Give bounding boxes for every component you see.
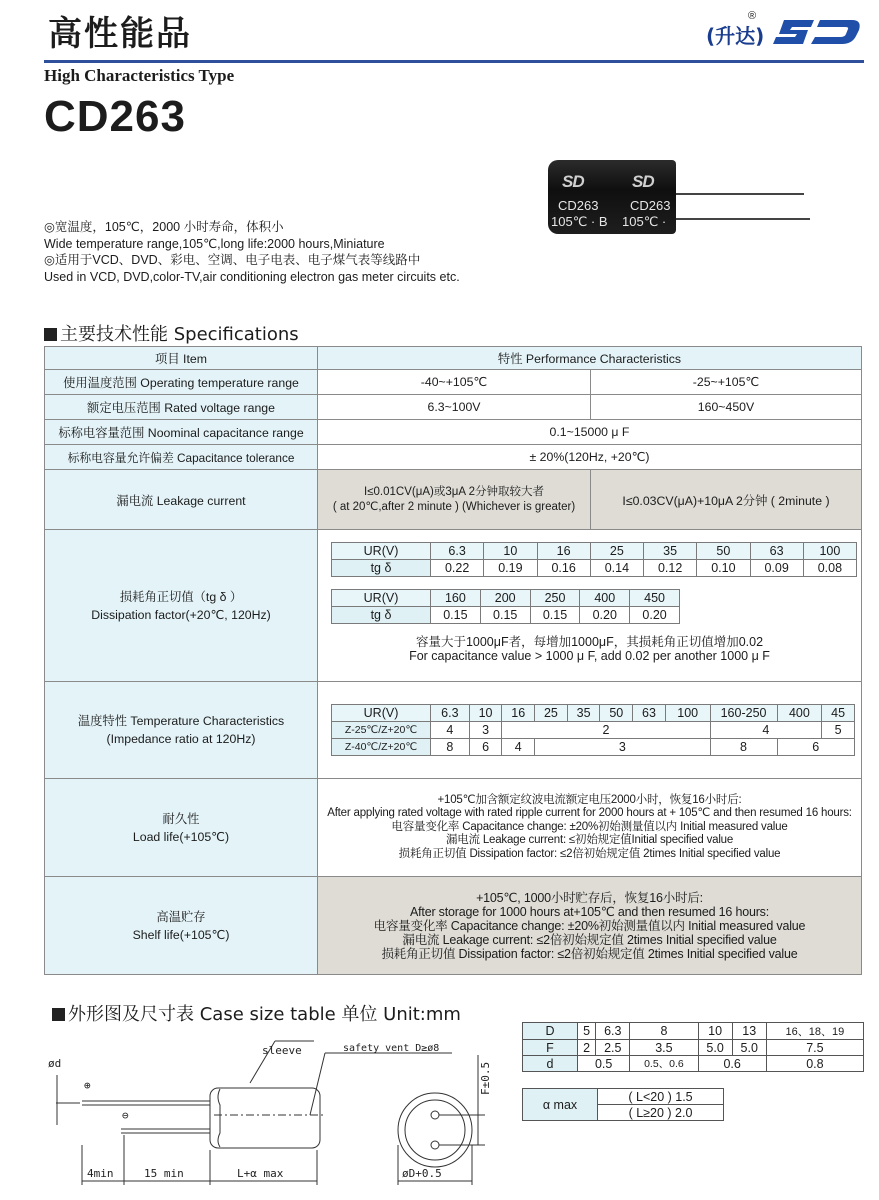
dissipation-values — [318, 530, 862, 682]
spec-row-op-temp — [45, 370, 862, 395]
tg-value-cell: 0.15 — [530, 607, 580, 624]
voltage-cell: 25 — [535, 705, 568, 722]
tg-value-cell: 0.20 — [580, 607, 630, 624]
capacitor-groove — [218, 1089, 220, 1147]
voltage-cell: 16 — [502, 705, 535, 722]
sleeve-rating: 105℃ · — [622, 214, 667, 229]
spec-row-temperature — [45, 682, 862, 779]
tg-value-cell: 0.14 — [590, 560, 643, 577]
condition-line: After applying rated voltage with rated ripple current for 2000 hours at + 105℃ and then resumed 16 hours: — [327, 807, 852, 820]
sleeve-model: CD263 — [630, 198, 671, 213]
shelf-life-conditions — [318, 877, 862, 975]
dim-diameter-label: øD+0.5 — [402, 1167, 442, 1180]
z40-value-cell: 4 — [502, 739, 535, 756]
alpha-table — [522, 1088, 724, 1121]
cap-range-value: 0.1~15000 μ F — [318, 420, 862, 445]
tg-value-cell: 0.15 — [431, 607, 481, 624]
condition-line: 漏电流 Leakage current: ≤2倍初始规定值 2times Initial specified value — [402, 932, 777, 947]
alpha-row: ( L<20 ) 1.5 — [598, 1089, 724, 1105]
minus-terminal-icon: ⊖ — [122, 1109, 129, 1122]
tg-value-cell: 0.15 — [480, 607, 530, 624]
dissipation-label-cn: 损耗角正切值（tg δ ） — [119, 589, 243, 604]
lead-wire — [676, 218, 810, 220]
registered-mark: ® — [748, 10, 757, 22]
condition-line: 电容量变化率 Capacitance change: ±20%初始测量值以内 Initial measured value — [373, 918, 806, 933]
condition-line: 损耗角正切值 Dissipation factor: ≤2倍初始规定值 2times Initial specified value — [381, 946, 798, 961]
voltage-cell: 160-250 — [710, 705, 777, 722]
z40-value-cell: 6 — [469, 739, 502, 756]
feature-list — [44, 219, 460, 285]
lead-diameter-label: ød — [48, 1057, 62, 1070]
sleeve-label: sleeve — [262, 1044, 302, 1057]
case-d-cell: 8 — [630, 1023, 698, 1040]
alpha-row: ( L≥20 ) 2.0 — [598, 1105, 724, 1121]
voltage-cell: 16 — [537, 543, 590, 560]
capacitor-photo — [548, 160, 676, 234]
sleeve-rating: 105℃ · B — [551, 214, 608, 229]
cap-tol-label: 标称电容量允许偏差 Capacitance tolerance — [45, 445, 318, 470]
dim-4min-label: 4min — [87, 1167, 114, 1180]
dissipation-label — [45, 530, 318, 682]
spec-row-voltage — [45, 395, 862, 420]
z40-label: Z-40℃/Z+20℃ — [332, 739, 431, 756]
shelf-life-label-en: Shelf life(+105℃) — [132, 927, 230, 942]
header-item: 项目 Item — [45, 347, 318, 370]
leakage-high: I≤0.03CV(μA)+10μA 2分钟 ( 2minute ) — [591, 470, 862, 530]
dissipation-note-cn: 容量大于1000μF者，每增加1000μF，其损耗角正切值增加0.02 — [415, 635, 764, 649]
z25-value-cell: 4 — [710, 722, 822, 739]
spec-row-cap-range — [45, 420, 862, 445]
model-number: CD263 — [44, 92, 186, 141]
tg-label: tg δ — [332, 607, 431, 624]
case-d-cell: 16、18、19 — [766, 1023, 863, 1040]
case-size-table — [522, 1022, 864, 1072]
shelf-life-label-cn: 高温贮存 — [156, 909, 206, 924]
load-life-conditions — [318, 779, 862, 877]
case-lead-cell: 0.5 — [578, 1056, 630, 1072]
voltage-cell: 35 — [567, 705, 600, 722]
voltage-cell: 200 — [480, 590, 530, 607]
voltage-cell: 63 — [750, 543, 803, 560]
voltage-cell: 50 — [600, 705, 633, 722]
dimension-drawing — [40, 1035, 500, 1195]
specifications-heading: 主要技术性能 Specifications — [44, 320, 299, 346]
end-view-outer — [398, 1093, 472, 1167]
temperature-label — [45, 682, 318, 779]
op-temp-low: -40~+105℃ — [318, 370, 591, 395]
condition-line: 漏电流 Leakage current: ≤初始规定值Initial specified value — [445, 834, 734, 847]
op-temp-high: -25~+105℃ — [591, 370, 862, 395]
d-lower-label: d — [523, 1056, 578, 1072]
case-lead-cell: 0.6 — [698, 1056, 766, 1072]
capacitor-body-outline — [210, 1088, 320, 1148]
condition-line: After storage for 1000 hours at+105℃ and then resumed 16 hours: — [410, 904, 769, 919]
f-label: F — [523, 1040, 578, 1056]
ur-label: UR(V) — [332, 590, 431, 607]
feature-line: Used in VCD, DVD,color-TV,air conditioning electron gas meter circuits etc. — [44, 269, 460, 284]
spec-row-dissipation — [45, 530, 862, 682]
feature-line: ◎适用于VCD、DVD、彩电、空调、电子电表、电子煤气表等线路中 — [44, 253, 421, 267]
sleeve-logo: SD — [562, 172, 584, 191]
case-f-cell: 2 — [578, 1040, 596, 1056]
voltage-cell: 100 — [803, 543, 856, 560]
z40-value-cell: 8 — [431, 739, 470, 756]
case-d-cell: 13 — [732, 1023, 766, 1040]
brand-logo-cn: (升达) — [706, 24, 765, 48]
voltage-cell: 250 — [530, 590, 580, 607]
spec-row-load-life — [45, 779, 862, 877]
leakage-low-line: ( at 20℃,after 2 minute ) (Whichever is greater) — [332, 500, 576, 513]
temperature-values — [318, 682, 862, 779]
tg-value-cell: 0.09 — [750, 560, 803, 577]
tg-value-cell: 0.20 — [630, 607, 680, 624]
leakage-low-line: I≤0.01CV(μA)或3μA 2分钟取较大者 — [364, 485, 544, 498]
voltage-high: 160~450V — [591, 395, 862, 420]
leakage-low — [318, 470, 591, 530]
page-subtitle: High Characteristics Type — [44, 66, 235, 85]
voltage-cell: 45 — [822, 705, 855, 722]
load-life-label-en: Load life(+105℃) — [132, 829, 230, 844]
voltage-low: 6.3~100V — [318, 395, 591, 420]
voltage-cell: 160 — [431, 590, 481, 607]
op-temp-label: 使用温度范围 Operating temperature range — [45, 370, 318, 395]
z25-label: Z-25℃/Z+20℃ — [332, 722, 431, 739]
condition-line: +105℃, 1000小时贮存后，恢复16小时后: — [476, 890, 703, 905]
ur-label: UR(V) — [332, 543, 431, 560]
dim-length-label: L+α max — [237, 1167, 284, 1180]
bullet-square-icon — [52, 1008, 65, 1021]
voltage-cell: 63 — [633, 705, 666, 722]
condition-line: 损耗角正切值 Dissipation factor: ≤2倍初始规定值 2times Initial specified value — [398, 847, 781, 860]
case-d-cell: 10 — [698, 1023, 732, 1040]
f-tolerance-label: F±0.5 — [479, 1061, 492, 1095]
bullet-square-icon — [44, 328, 57, 341]
voltage-label: 额定电压范围 Rated voltage range — [45, 395, 318, 420]
z40-value-cell: 3 — [535, 739, 710, 756]
sleeve-model: CD263 — [558, 198, 599, 213]
dissipation-note — [318, 635, 861, 663]
temperature-table — [331, 704, 855, 756]
d-upper-label: D — [523, 1023, 578, 1040]
condition-line: +105℃加含额定纹波电流额定电压2000小时，恢复16小时后: — [437, 793, 742, 806]
specifications-table — [44, 346, 862, 975]
cap-tol-value: ± 20%(120Hz, +20℃) — [318, 445, 862, 470]
case-f-cell: 2.5 — [596, 1040, 630, 1056]
tg-value-cell: 0.10 — [697, 560, 750, 577]
sd-logo — [770, 12, 865, 52]
case-size-heading: 外形图及尺寸表 Case size table 单位 Unit:mm — [52, 1000, 461, 1026]
load-life-label — [45, 779, 318, 877]
end-view-inner — [405, 1100, 465, 1160]
tg-label: tg δ — [332, 560, 431, 577]
voltage-cell: 450 — [630, 590, 680, 607]
dissipation-table-low — [331, 542, 857, 577]
lead-wire — [676, 193, 804, 195]
header-performance: 特性 Performance Characteristics — [318, 347, 862, 370]
safety-vent-label: safety vent D≥ø8 — [343, 1043, 440, 1054]
case-lead-cell: 0.5、0.6 — [630, 1056, 698, 1072]
voltage-cell: 35 — [644, 543, 697, 560]
feature-line: Wide temperature range,105℃,long life:2000 hours,Miniature — [44, 236, 385, 251]
case-f-cell: 5.0 — [732, 1040, 766, 1056]
z25-value-cell: 3 — [469, 722, 502, 739]
dim-15min-label: 15 min — [144, 1167, 184, 1180]
temperature-label-sub: (Impedance ratio at 120Hz) — [106, 732, 256, 746]
spec-header-row — [45, 347, 862, 370]
voltage-cell: 100 — [665, 705, 710, 722]
voltage-cell: 400 — [580, 590, 630, 607]
tg-value-cell: 0.16 — [537, 560, 590, 577]
case-d-cell: 5 — [578, 1023, 596, 1040]
sleeve-logo: SD — [632, 172, 654, 191]
voltage-cell: 10 — [484, 543, 537, 560]
page-title-cn: 高性能品 — [48, 14, 192, 54]
z40-value-cell: 8 — [710, 739, 777, 756]
dissipation-note-en: For capacitance value > 1000 μ F, add 0.02 per another 1000 μ F — [409, 649, 770, 663]
load-life-label-cn: 耐久性 — [162, 811, 200, 826]
voltage-cell: 50 — [697, 543, 750, 560]
spec-row-shelf-life — [45, 877, 862, 975]
tg-value-cell: 0.08 — [803, 560, 856, 577]
voltage-cell: 6.3 — [431, 543, 484, 560]
temperature-label-main: 温度特性 Temperature Characteristics — [77, 714, 285, 728]
condition-line: 电容量变化率 Capacitance change: ±20%初始测量值以内 Initial measured value — [391, 820, 788, 833]
tg-value-cell: 0.12 — [644, 560, 697, 577]
spec-row-leakage — [45, 470, 862, 530]
case-f-cell: 5.0 — [698, 1040, 732, 1056]
feature-line: ◎宽温度，105℃，2000 小时寿命，体积小 — [44, 220, 284, 234]
alpha-label: α max — [523, 1089, 598, 1121]
case-lead-cell: 0.8 — [766, 1056, 863, 1072]
spec-row-cap-tol — [45, 445, 862, 470]
vent-leader — [310, 1053, 452, 1115]
voltage-cell: 6.3 — [431, 705, 470, 722]
voltage-cell: 400 — [777, 705, 822, 722]
shelf-life-label — [45, 877, 318, 975]
dissipation-table-high — [331, 589, 680, 624]
z25-value-cell: 5 — [822, 722, 855, 739]
case-f-cell: 7.5 — [766, 1040, 863, 1056]
z25-value-cell: 4 — [431, 722, 470, 739]
voltage-cell: 10 — [469, 705, 502, 722]
ur-label: UR(V) — [332, 705, 431, 722]
voltage-cell: 25 — [590, 543, 643, 560]
title-rule — [44, 60, 864, 63]
z40-value-cell: 6 — [777, 739, 854, 756]
z25-value-cell: 2 — [502, 722, 710, 739]
leakage-label: 漏电流 Leakage current — [45, 470, 318, 530]
dissipation-label-en: Dissipation factor(+20℃, 120Hz) — [91, 607, 271, 622]
cap-range-label: 标称电容量范围 Noominal capacitance range — [45, 420, 318, 445]
plus-terminal-icon: ⊕ — [84, 1079, 91, 1092]
tg-value-cell: 0.19 — [484, 560, 537, 577]
case-f-cell: 3.5 — [630, 1040, 698, 1056]
tg-value-cell: 0.22 — [431, 560, 484, 577]
case-d-cell: 6.3 — [596, 1023, 630, 1040]
